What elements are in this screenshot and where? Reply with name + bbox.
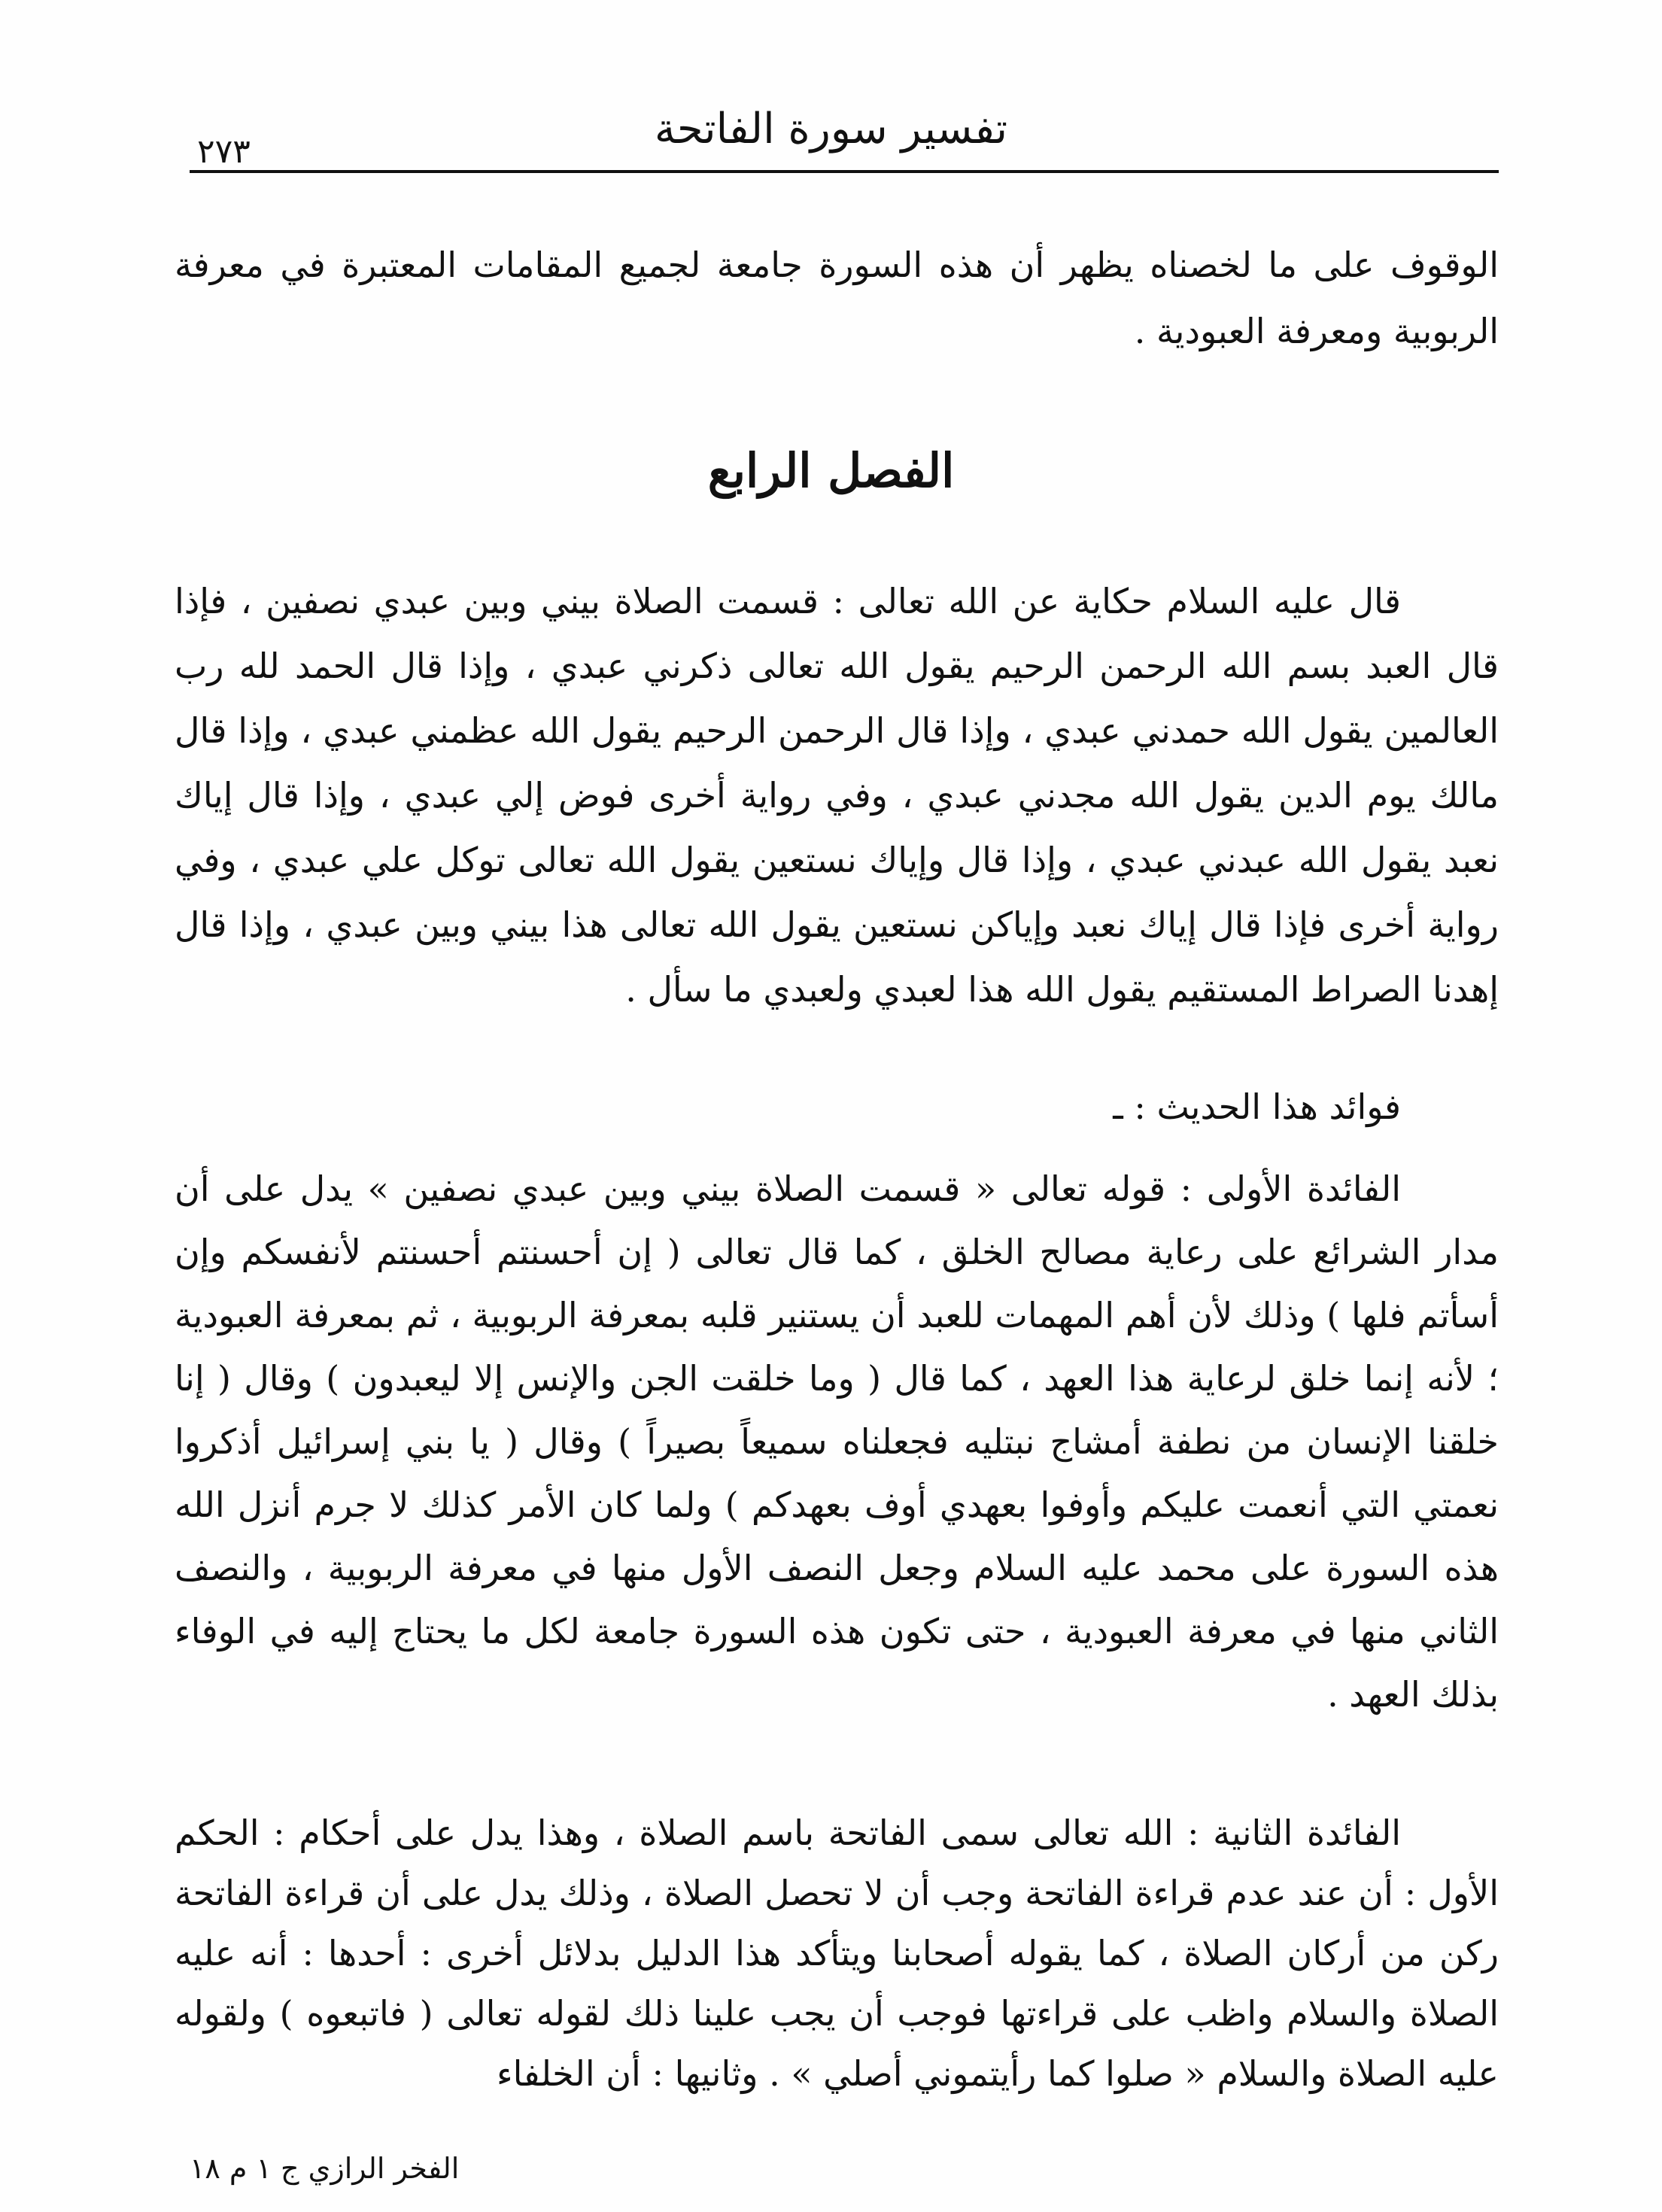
header-divider xyxy=(190,170,1499,173)
benefit-one-paragraph: الفائدة الأولى : قوله تعالى « قسمت الصلاة بيني وبين عبدي نصفين » يدل على أن مدار الشرائع على رعاية مصالح الخلق ، كما قال تعالى ( إن أحسنتم أحسنتم لأنفسكم وإن أسأتم فلها ) وذلك لأن أهم المهمات للعبد أن يستنير قلبه بمعرفة الربوبية ، ثم بمعرفة العبودية ؛ لأنه إنما خلق لرعاية هذا العهد ، كما قال ( وما خلقت الجن والإنس إلا ليعبدون ) وقال ( إنا خلقنا الإنسان من نطفة أمشاج نبتليه فجعلناه سميعاً بصيراً ) وقال ( يا بني إسرائيل أذكروا نعمتي التي أنعمت عليكم وأوفوا بعهدي أوف بعهدكم ) ولما كان الأمر كذلك لا جرم أنزل الله هذه السورة على محمد عليه السلام وجعل النصف الأول منها في معرفة الربوبية ، والنصف الثاني منها في معرفة العبودية ، حتى تكون هذه السورة جامعة لكل ما يحتاج إليه في الوفاء بذلك العهد . xyxy=(175,1168,1499,1715)
benefits-intro-line: فوائد هذا الحديث : ـ xyxy=(1113,1086,1401,1127)
hadith-paragraph: قال عليه السلام حكاية عن الله تعالى : قسمت الصلاة بيني وبين عبدي نصفين ، فإذا قال العبد بسم الله الرحمن الرحيم يقول الله تعالى ذكرني عبدي ، وإذا قال الحمد لله رب العالمين يقول الله حمدني عبدي ، وإذا قال الرحمن الرحيم يقول الله عظمني عبدي ، وإذا قال مالك يوم الدين يقول الله مجدني عبدي ، وفي رواية أخرى فوض إلي عبدي ، وإذا قال إياك نعبد يقول الله عبدني عبدي ، وإذا قال وإياك نستعين يقول الله تعالى توكل علي عبدي ، وفي رواية أخرى فإذا قال إياك نعبد وإياكن نستعين يقول الله تعالى هذا بيني وبين عبدي ، وإذا قال إهدنا الصراط المستقيم يقول الله هذا لعبدي ولعبدي ما سأل . xyxy=(175,581,1499,1010)
hadith-paragraph-block xyxy=(175,569,1499,1022)
benefit-two-paragraph: الفائدة الثانية : الله تعالى سمى الفاتحة باسم الصلاة ، وهذا يدل على أحكام : الحكم الأول : أن عند عدم قراءة الفاتحة وجب أن لا تحصل الصلاة ، وذلك يدل على أن قراءة الفاتحة ركن من أركان الصلاة ، كما يقوله أصحابنا ويتأكد هذا الدليل بدلائل أخرى : أحدها : أنه عليه الصلاة والسلام واظب على قراءتها فوجب أن يجب علينا ذلك لقوله تعالى ( فاتبعوه ) ولقوله عليه الصلاة والسلام « صلوا كما رأيتموني أصلي » . وثانيها : أن الخلفاء xyxy=(175,1812,1499,2094)
benefits-intro-block xyxy=(175,1074,1499,1139)
intro-paragraph-block xyxy=(175,232,1499,364)
running-header-title: تفسير سورة الفاتحة xyxy=(654,105,1008,153)
page-number: ٢٧٣ xyxy=(197,132,251,171)
footer-signature: الفخر الرازي ج ١ م ١٨ xyxy=(190,2152,460,2185)
chapter-heading: الفصل الرابع xyxy=(707,443,955,498)
intro-paragraph: الوقوف على ما لخصناه يظهر أن هذه السورة جامعة لجميع المقامات المعتبرة في معرفة الربوبية ومعرفة العبودية . xyxy=(175,245,1499,351)
benefit-two-block xyxy=(175,1803,1499,2104)
benefit-one-block xyxy=(175,1157,1499,1726)
